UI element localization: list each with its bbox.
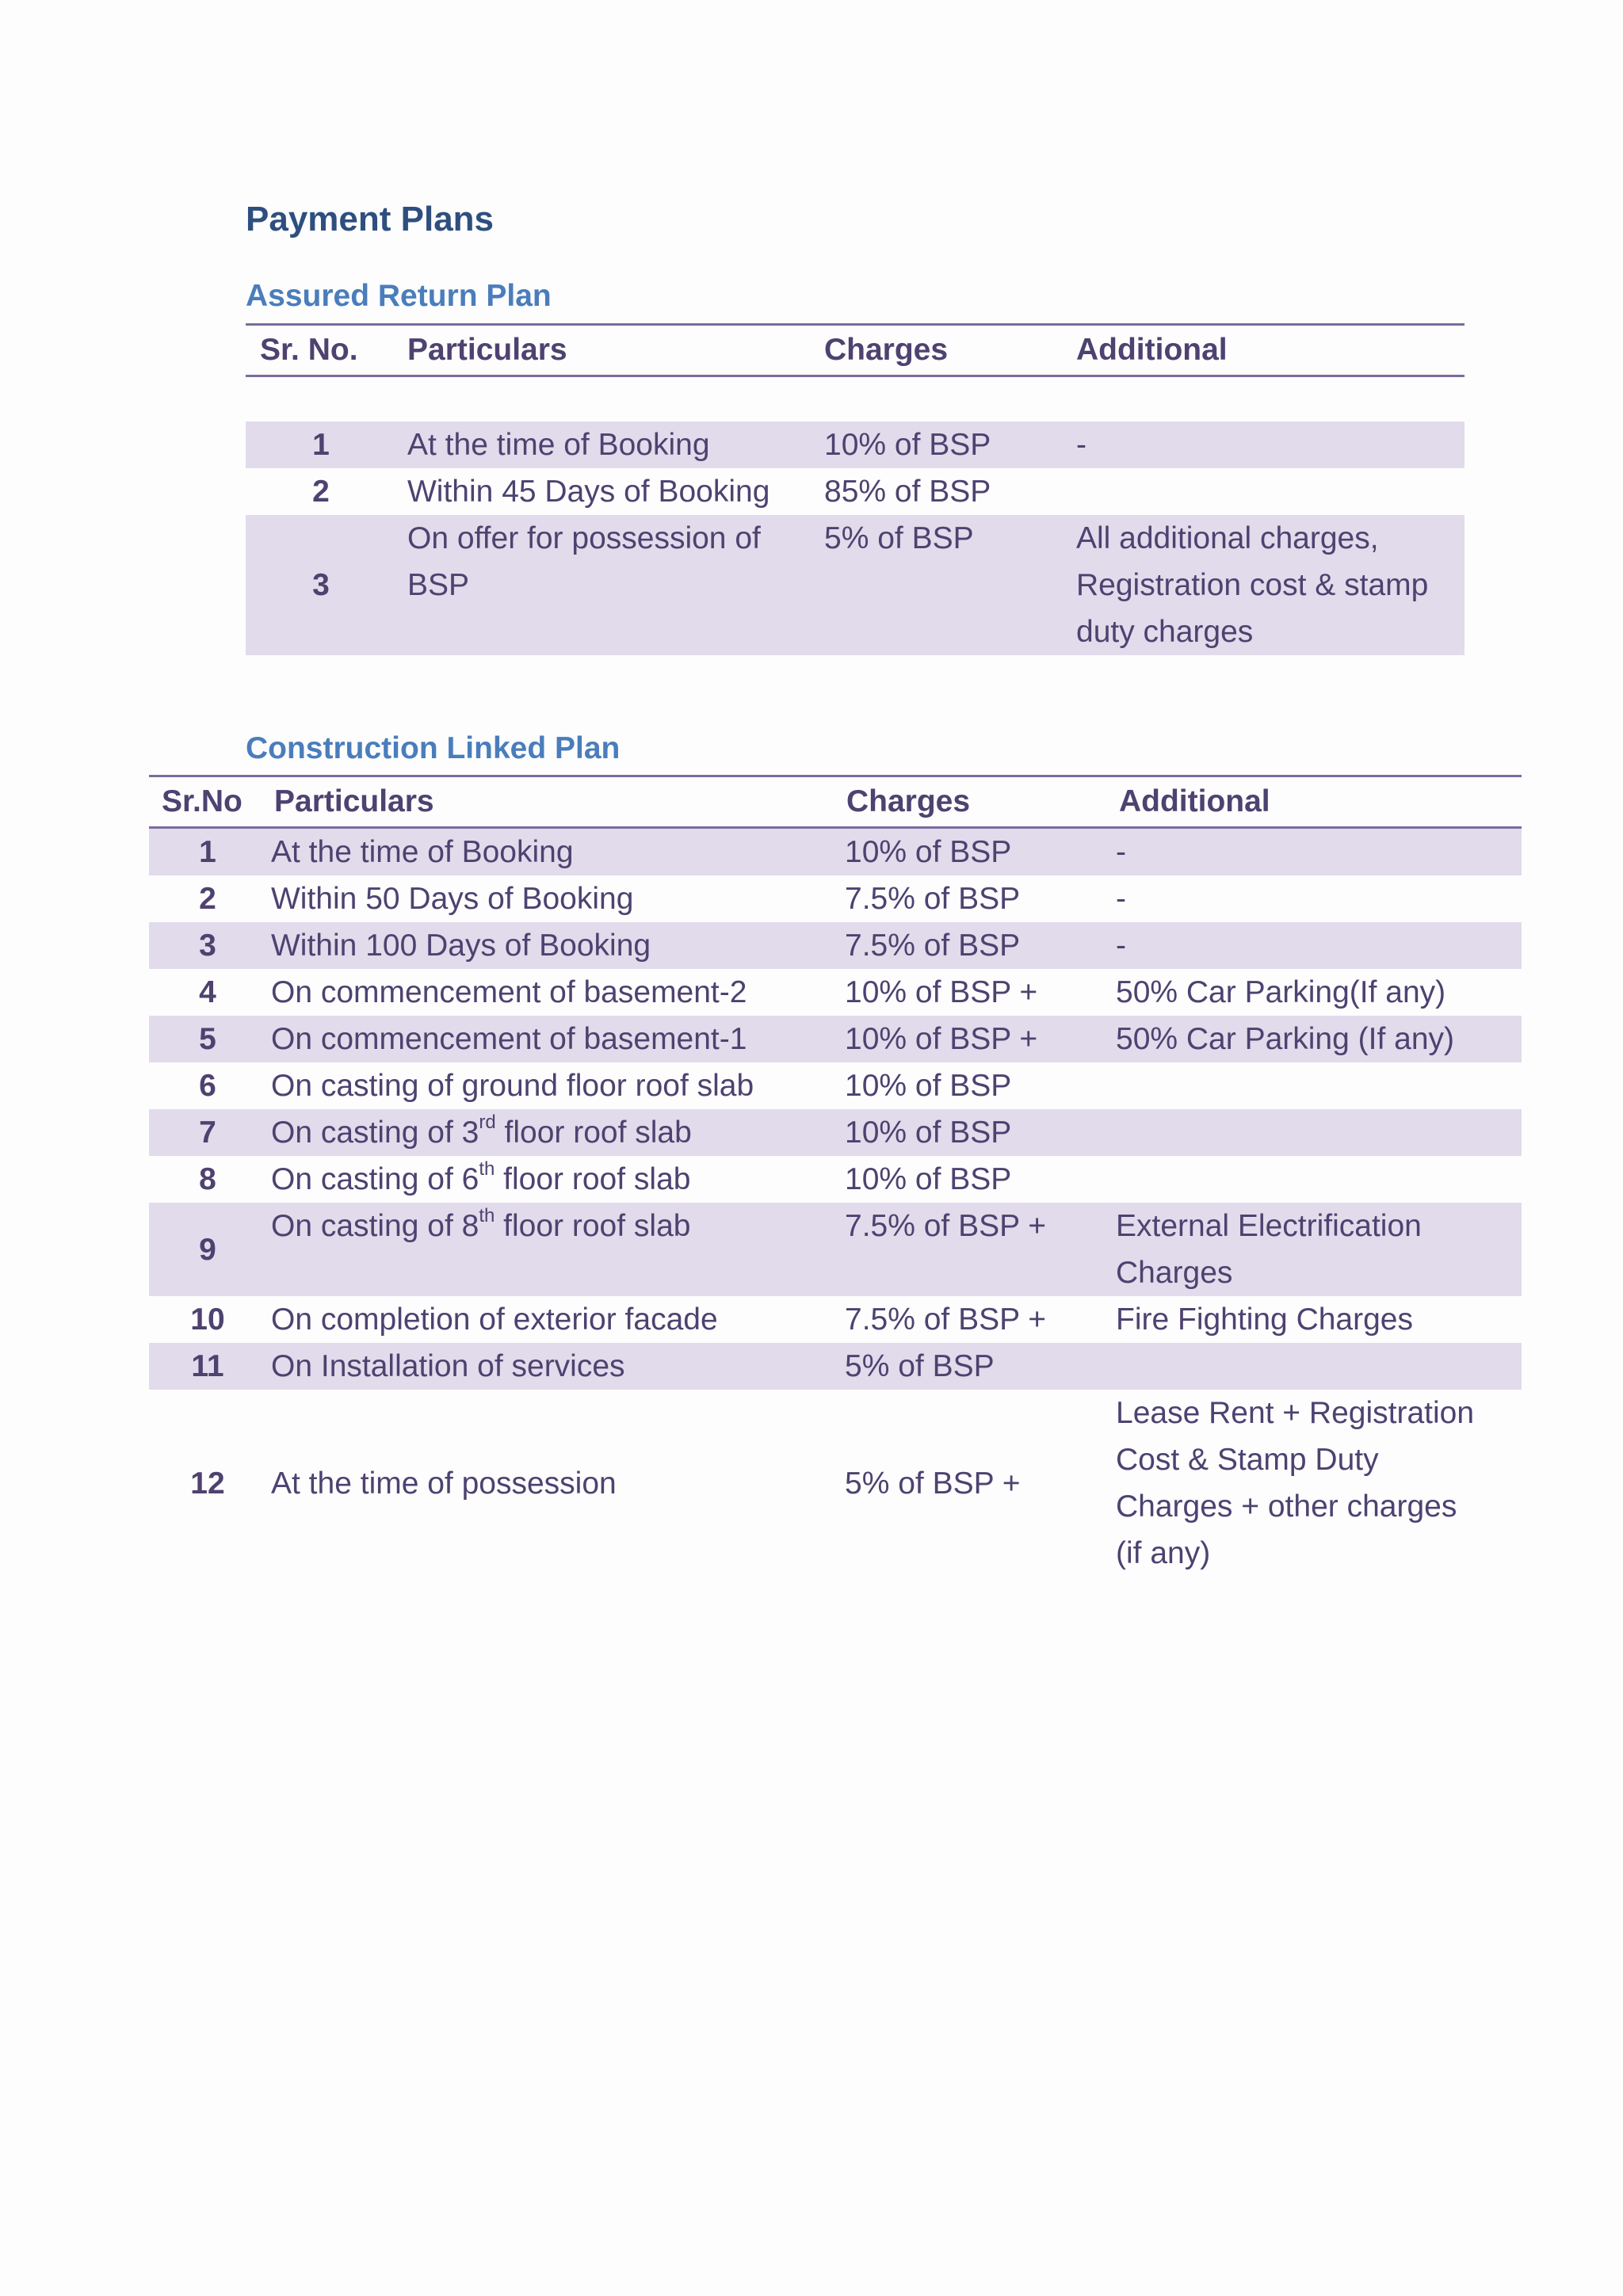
- row-number: 2: [199, 882, 216, 916]
- particulars-text: floor roof slab: [495, 1209, 691, 1243]
- row-particulars: On casting of ground floor roof slab: [271, 1069, 754, 1103]
- row-number: 11: [149, 1343, 266, 1390]
- header-sr-no: Sr.No: [149, 776, 266, 828]
- row-additional: -: [1116, 882, 1126, 916]
- row-additional: Fire Fighting Charges: [1116, 1302, 1413, 1337]
- header-additional: Additional: [1116, 776, 1522, 828]
- row-additional: External Electrification Charges: [1116, 1203, 1522, 1296]
- table-row: [149, 828, 1522, 876]
- table-row: [149, 922, 1522, 969]
- header-charges: Charges: [824, 325, 1076, 376]
- row-additional: [1116, 1156, 1522, 1203]
- header-sr-no: Sr. No.: [246, 325, 396, 376]
- row-additional: -: [1116, 828, 1522, 876]
- row-number: 3: [246, 515, 396, 655]
- row-number: 8: [199, 1162, 216, 1196]
- row-number: 6: [199, 1069, 216, 1103]
- particulars-text: floor roof slab: [495, 1116, 692, 1150]
- row-additional: Lease Rent + Registration Cost & Stamp Duty Charges + other charges (if any): [1116, 1396, 1475, 1570]
- ordinal-suffix: th: [479, 1205, 495, 1226]
- row-additional: [1116, 1343, 1522, 1390]
- row-particulars: [266, 1109, 845, 1156]
- particulars-text: On casting of 8: [271, 1209, 479, 1243]
- table-row: [246, 515, 1465, 655]
- row-additional: -: [1116, 922, 1522, 969]
- row-particulars: At the time of Booking: [266, 828, 845, 876]
- table-row: [149, 1390, 1522, 1577]
- row-additional: [1116, 1109, 1522, 1156]
- row-additional: [1116, 1062, 1522, 1109]
- page-title: Payment Plans: [246, 200, 495, 238]
- row-additional: All additional charges, Registration cost & stamp duty charges: [1076, 515, 1465, 655]
- row-number: 10: [190, 1302, 225, 1337]
- row-charges: 7.5% of BSP: [845, 922, 1116, 969]
- row-charges: 7.5% of BSP: [845, 882, 1021, 916]
- row-additional: 50% Car Parking(If any): [1116, 975, 1446, 1009]
- row-charges: 10% of BSP: [845, 828, 1116, 876]
- row-number: 1: [149, 828, 266, 876]
- row-charges: 85% of BSP: [824, 475, 991, 509]
- row-number: 12: [190, 1466, 225, 1501]
- table-row: [149, 1156, 1522, 1203]
- header-particulars: Particulars: [396, 325, 824, 376]
- table-row: [246, 468, 1465, 515]
- assured-return-plan-title: Assured Return Plan: [246, 279, 552, 313]
- row-number: 5: [149, 1016, 266, 1062]
- row-particulars: Within 45 Days of Booking: [407, 475, 770, 509]
- row-charges: 7.5% of BSP +: [845, 1302, 1047, 1337]
- table-header-row: [149, 776, 1522, 828]
- row-charges: 5% of BSP: [845, 1343, 1116, 1390]
- row-particulars: [266, 1203, 845, 1296]
- row-charges: 5% of BSP +: [845, 1466, 1021, 1501]
- table-row: [246, 421, 1465, 468]
- table-row: [149, 1343, 1522, 1390]
- row-particulars: Within 50 Days of Booking: [271, 882, 634, 916]
- table-row: [149, 1296, 1522, 1343]
- row-charges: 7.5% of BSP +: [845, 1203, 1116, 1296]
- header-additional: Additional: [1076, 325, 1465, 376]
- header-particulars: Particulars: [266, 776, 845, 828]
- table-header-row: [246, 325, 1465, 376]
- row-particulars: At the time of possession: [271, 1466, 617, 1501]
- particulars-text: On casting of 3: [271, 1116, 479, 1150]
- ordinal-suffix: th: [479, 1158, 495, 1180]
- row-number: 7: [149, 1109, 266, 1156]
- header-charges: Charges: [845, 776, 1116, 828]
- row-charges: 10% of BSP: [845, 1069, 1012, 1103]
- row-charges: 10% of BSP +: [845, 1016, 1116, 1062]
- row-particulars: On offer for possession of BSP: [396, 515, 824, 655]
- row-particulars: At the time of Booking: [396, 421, 824, 468]
- row-charges: 10% of BSP: [845, 1109, 1116, 1156]
- construction-linked-plan-title: Construction Linked Plan: [246, 731, 621, 765]
- row-charges: 10% of BSP: [824, 421, 1076, 468]
- particulars-text: On casting of 6: [271, 1162, 479, 1196]
- table-row: [149, 1016, 1522, 1062]
- row-number: 1: [246, 421, 396, 468]
- row-particulars: Within 100 Days of Booking: [266, 922, 845, 969]
- row-number: 3: [149, 922, 266, 969]
- row-additional: -: [1076, 421, 1465, 468]
- row-charges: 10% of BSP +: [845, 975, 1038, 1009]
- row-particulars: On commencement of basement-1: [266, 1016, 845, 1062]
- row-particulars: [266, 1156, 845, 1203]
- table-row: [149, 969, 1522, 1016]
- particulars-text: floor roof slab: [495, 1162, 691, 1196]
- row-number: 2: [312, 475, 330, 509]
- row-particulars: On commencement of basement-2: [271, 975, 747, 1009]
- row-additional: 50% Car Parking (If any): [1116, 1016, 1522, 1062]
- assured-return-plan-table: [246, 323, 1465, 655]
- row-number: 9: [149, 1203, 266, 1296]
- row-number: 4: [199, 975, 216, 1009]
- construction-linked-plan-table: [149, 775, 1522, 1577]
- table-row: [149, 1062, 1522, 1109]
- row-particulars: On Installation of services: [266, 1343, 845, 1390]
- row-additional: [1076, 468, 1465, 515]
- row-charges: 10% of BSP: [845, 1162, 1012, 1196]
- table-row: [149, 875, 1522, 922]
- table-row: [149, 1203, 1522, 1296]
- table-row: [149, 1109, 1522, 1156]
- row-particulars: On completion of exterior facade: [271, 1302, 718, 1337]
- ordinal-suffix: rd: [479, 1112, 496, 1133]
- row-charges: 5% of BSP: [824, 515, 1076, 655]
